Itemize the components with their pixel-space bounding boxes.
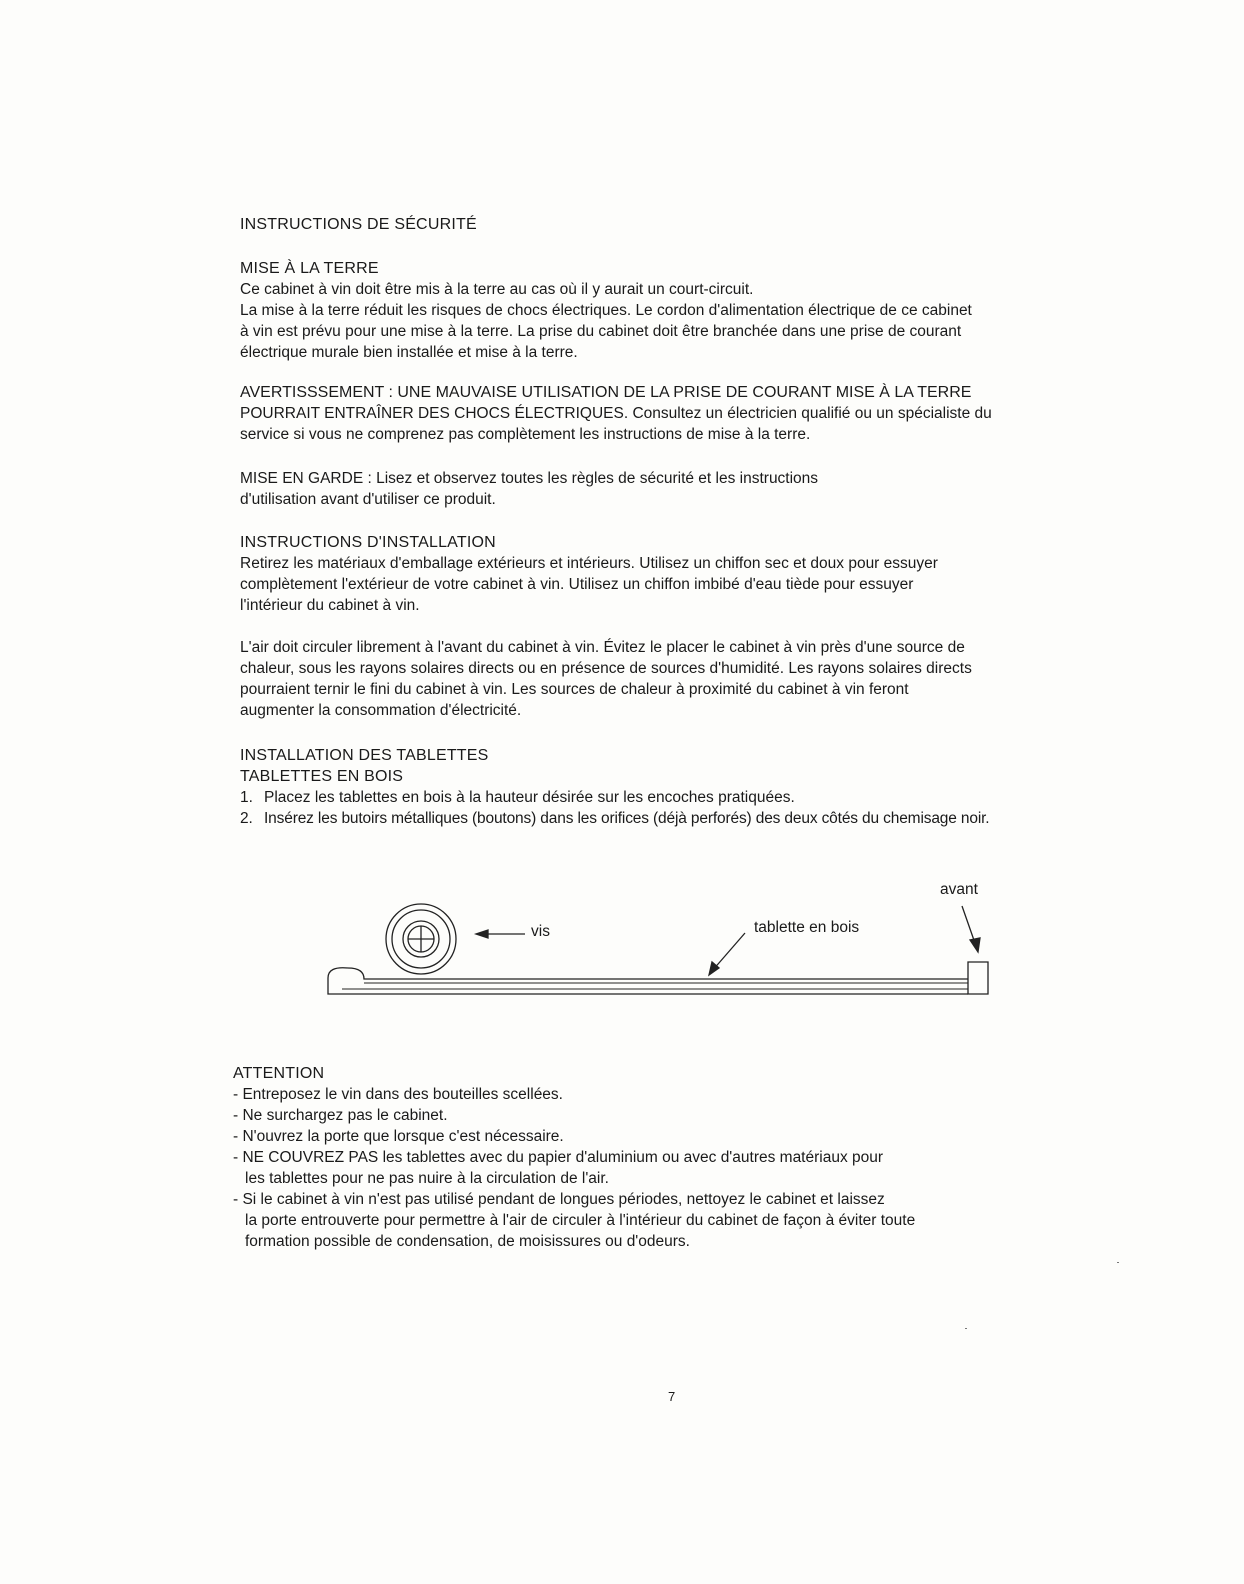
grounding-section (240, 258, 972, 363)
shelf-diagram (320, 870, 1010, 1020)
ventilation-line: L'air doit circuler librement à l'avant du cabinet à vin. Évitez le placer le cabinet à vin près d'une source de (240, 639, 965, 656)
ventilation-paragraph (240, 637, 972, 721)
step-text: Insérez les butoirs métalliques (boutons) dans les orifices (déjà perforés) des deux côtés du chemisage noir. (264, 810, 990, 827)
shelf-step (240, 787, 989, 808)
shelf-step (240, 808, 989, 829)
attention-item: - NE COUVREZ PAS les tablettes avec du papier d'aluminium ou avec d'autres matériaux pour (233, 1149, 884, 1166)
attention-item: - Entreposez le vin dans des bouteilles scellées. (233, 1086, 563, 1103)
grounding-line: Ce cabinet à vin doit être mis à la terre au cas où il y aurait un court-circuit. (240, 281, 754, 298)
grounding-line: à vin est prévu pour une mise à la terre. La prise du cabinet doit être branchée dans une prise de courant (240, 323, 962, 340)
attention-section (233, 1063, 915, 1252)
caution-line: MISE EN GARDE : Lisez et observez toutes les règles de sécurité et les instructions (240, 470, 819, 487)
shelves-section (240, 745, 989, 829)
safety-title: INSTRUCTIONS DE SÉCURITÉ (240, 216, 477, 233)
installation-title: INSTRUCTIONS D'INSTALLATION (240, 534, 496, 551)
installation-line: l'intérieur du cabinet à vin. (240, 597, 420, 614)
attention-title: ATTENTION (233, 1065, 325, 1082)
caution-section (240, 468, 818, 510)
attention-item-continuation: les tablettes pour ne pas nuire à la circulation de l'air. (245, 1170, 609, 1187)
attention-item: - Ne surchargez pas le cabinet. (233, 1107, 448, 1124)
shelf-label: tablette en bois (754, 919, 860, 936)
ventilation-line: pourraient ternir le fini du cabinet à vin. Les sources de chaleur à proximité du cabinet à vin feront (240, 681, 909, 698)
step-text: Placez les tablettes en bois à la hauteur désirée sur les encoches pratiquées. (264, 789, 795, 806)
installation-line: complètement l'extérieur de votre cabinet à vin. Utilisez un chiffon imbibé d'eau tiède pour essuyer (240, 576, 914, 593)
screw-label: vis (531, 923, 550, 940)
warning-line: service si vous ne comprenez pas complètement les instructions de mise à la terre. (240, 426, 811, 443)
warning-line: AVERTISSSEMENT : UNE MAUVAISE UTILISATION DE LA PRISE DE COURANT MISE À LA TERRE (240, 384, 972, 401)
grounding-line: électrique murale bien installée et mise à la terre. (240, 344, 578, 361)
shelf-arrow-icon (709, 933, 745, 975)
front-label: avant (940, 881, 978, 898)
screw-icon (386, 904, 456, 974)
attention-item: - Si le cabinet à vin n'est pas utilisé pendant de longues périodes, nettoyez le cabinet et laissez (233, 1191, 885, 1208)
safety-section (240, 214, 477, 235)
attention-item-continuation: formation possible de condensation, de moisissures ou d'odeurs. (245, 1233, 690, 1250)
step-number: 2. (240, 810, 253, 827)
ventilation-line: chaleur, sous les rayons solaires directs ou en présence de sources d'humidité. Les rayons solaires directs (240, 660, 972, 677)
screw-arrow-icon (476, 930, 525, 938)
scan-speck (1117, 1262, 1119, 1263)
attention-item: - N'ouvrez la porte que lorsque c'est nécessaire. (233, 1128, 564, 1145)
warning-section (240, 382, 992, 445)
attention-item-continuation: la porte entrouverte pour permettre à l'air de circuler à l'intérieur du cabinet de façon à éviter toute (245, 1212, 916, 1229)
scan-speck (965, 1328, 967, 1329)
warning-line: POURRAIT ENTRAÎNER DES CHOCS ÉLECTRIQUES. Consultez un électricien qualifié ou un spécialiste du (240, 405, 992, 422)
ventilation-line: augmenter la consommation d'électricité. (240, 702, 522, 719)
caution-line: d'utilisation avant d'utiliser ce produit. (240, 491, 496, 508)
grounding-line: La mise à la terre réduit les risques de chocs électriques. Le cordon d'alimentation électrique de ce cabinet (240, 302, 972, 319)
front-arrow-icon (962, 906, 980, 952)
installation-line: Retirez les matériaux d'emballage extérieurs et intérieurs. Utilisez un chiffon sec et doux pour essuyer (240, 555, 938, 572)
shelves-title: INSTALLATION DES TABLETTES (240, 747, 489, 764)
step-number: 1. (240, 789, 253, 806)
shelves-subtitle: TABLETTES EN BOIS (240, 768, 404, 785)
page-number: 7 (668, 1389, 676, 1404)
grounding-title: MISE À LA TERRE (240, 260, 379, 277)
installation-section (240, 532, 938, 616)
